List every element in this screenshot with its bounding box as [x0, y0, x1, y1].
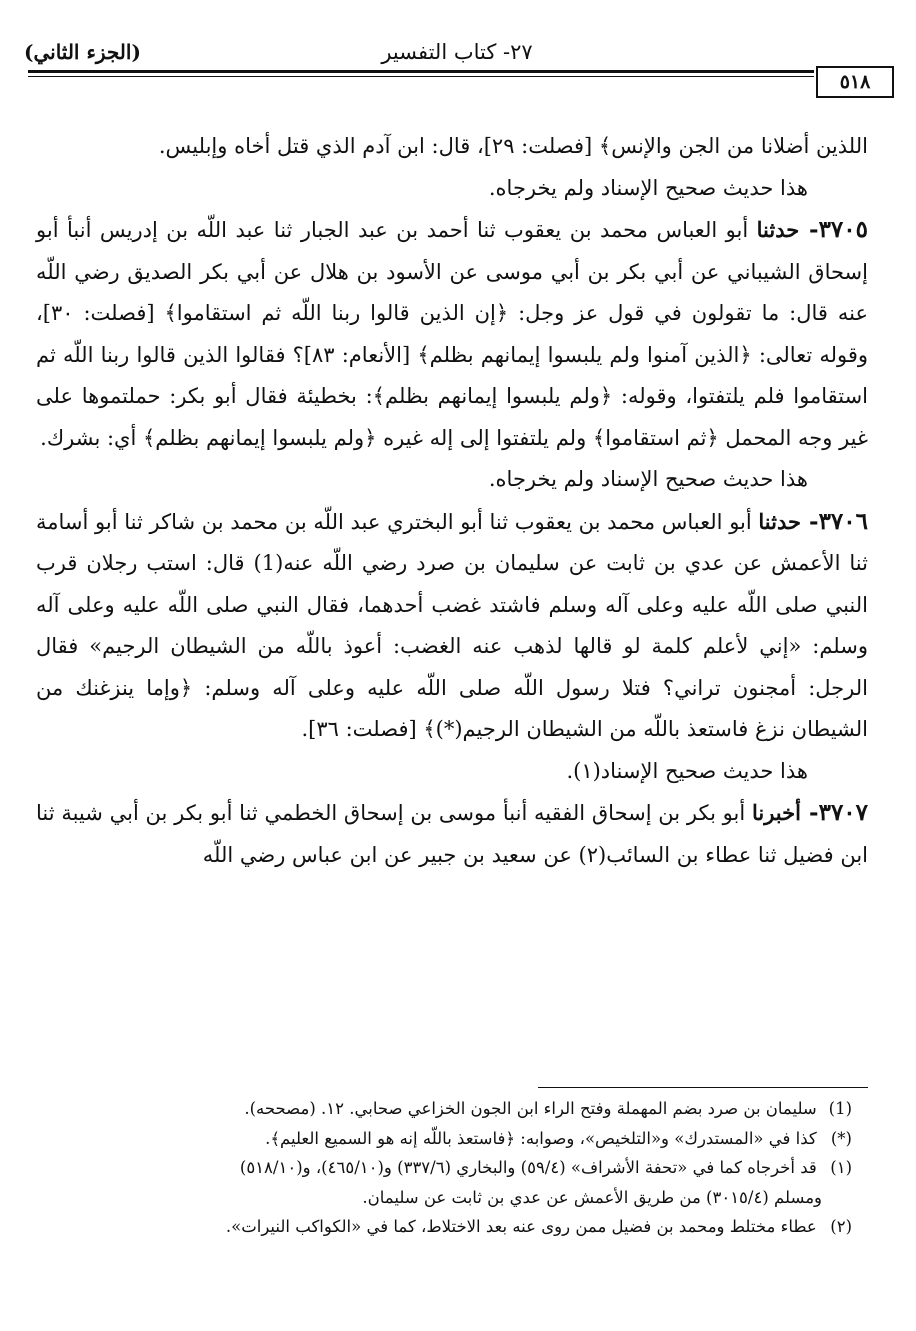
footnote-separator — [538, 1087, 868, 1088]
footnote-continuation — [36, 1183, 852, 1213]
header-rule — [28, 70, 814, 73]
hadith-grading: هذا حديث صحيح الإسناد(١). — [566, 758, 808, 783]
hadith-3705: ٣٧٠٥- حدثنا أبو العباس محمد بن يعقوب ثنا أحمد بن عبد الجبار ثنا عبد اللّه بن إدريس أنبأ أبو إسحاق الشيباني عن أبي بكر بن أبي موسى عن الأسود بن هلال عن أبي بكر الصديق رضي اللّه عنه قال: ما تقولون في قول عز وجل: ﴿إن الذين قالوا ربنا اللّه ثم استقاموا﴾ [فصلت: ٣٠]، وقوله تعالى: ﴿الذين آمنوا ولم يلبسوا إيمانهم بظلم﴾ [الأنعام: ٨٣]؟ فقالوا الذين قالوا ربنا اللّه ثم استقاموا فلم يلتفتوا، وقوله: ﴿ولم يلبسوا إيمانهم بظلم﴾: بخطيئة فقال أبو بكر: حملتموها على غير وجه المحمل ﴿ثم استقاموا﴾ ولم يلتفتوا إلى إله غيره ﴿ولم يلبسوا إيمانهم بظلم﴾ أي: بشرك. — [36, 216, 869, 450]
footnote-mark: (1) — [828, 1099, 852, 1118]
hadith-grading: هذا حديث صحيح الإسناد ولم يخرجاه. — [488, 175, 808, 200]
footnote-text: قد أخرجاه كما في «تحفة الأشراف» (٥٩/٤) والبخاري (٣٣٧/٦) و(٤٦٥/١٠)، و(٥١٨/١٠) — [239, 1158, 817, 1177]
footnote-text: كذا في «المستدرك» و«التلخيص»، وصوابه: ﴿فاستعذ باللّه إنه هو السميع العليم﴾. — [265, 1128, 817, 1148]
footnote — [36, 1094, 852, 1124]
hadith-verb: أخبرنا — [751, 800, 801, 825]
hadith-number: ٣٧٠٥ — [818, 216, 868, 243]
hadith-number: ٣٧٠٦ — [818, 507, 868, 535]
footnotes — [36, 1094, 852, 1242]
header-rule-thin — [28, 76, 814, 77]
hadith-3706: ٣٧٠٦- حدثنا أبو العباس محمد بن يعقوب ثنا أبو البختري عبد اللّه بن محمد بن شاكر ثنا أبو أسامة ثنا الأعمش عن عدي بن ثابت عن سليمان بن صرد رضي اللّه عنه(1) قال: استب رجلان قرب النبي صلى اللّه عليه وعلى آله وسلم فاشتد غضب أحدهما، فقال النبي صلى اللّه عليه وعلى آله وسلم: «إني لأعلم كلمة لو قالها لذهب عنه الغضب: أعوذ باللّه من الشيطان الرجيم» فقال الرجل: أمجنون تراني؟ فتلا رسول اللّه صلى اللّه عليه وعلى آله وسلم: ﴿وإما ينزغنك من الشيطان نزغ فاستعذ باللّه من الشيطان الرجيم(*)﴾ [فصلت: ٣٦]. — [36, 507, 868, 741]
hadith-grading: هذا حديث صحيح الإسناد ولم يخرجاه. — [488, 467, 808, 491]
running-header — [20, 36, 894, 93]
page-number: ٥١٨ — [816, 66, 894, 98]
footnote-text: عطاء مختلط ومحمد بن فضيل ممن روى عنه بعد الاختلاط، كما في «الكواكب النيرات». — [225, 1217, 817, 1236]
hadith-3707: ٣٧٠٧- أخبرنا أبو بكر بن إسحاق الفقيه أنبأ موسى بن إسحاق الخطمي ثنا أبو بكر بن أبي شيبة ثنا ابن فضيل ثنا عطاء بن السائب(٢) عن سعيد بن جبير عن ابن عباس رضي اللّه — [36, 799, 869, 867]
hadith-text: أبو بكر بن إسحاق الفقيه أنبأ موسى بن إسحاق الخطمي ثنا أبو بكر بن أبي شيبة ثنا ابن فضيل ثنا عطاء بن السائب(٢) عن سعيد بن جبير عن ابن عباس رضي اللّه — [36, 801, 868, 867]
footnote — [36, 1124, 852, 1154]
footnote-mark: (*) — [830, 1128, 852, 1148]
main-text — [36, 126, 868, 876]
hadith-verb: حدثنا — [758, 508, 801, 534]
hadith-verb: حدثنا — [756, 217, 800, 242]
footnote-mark: (٢) — [830, 1217, 852, 1236]
footnote — [36, 1212, 852, 1242]
paragraph: اللذين أضلانا من الجن والإنس﴾ [فصلت: ٢٩]، قال: ابن آدم الذي قتل أخاه وإبليس. — [158, 134, 868, 158]
chapter-title: ٢٧- كتاب التفسير — [381, 40, 533, 64]
footnote-text: ومسلم (٣٠١٥/٤) من طريق الأعمش عن عدي بن ثابت عن سليمان. — [362, 1187, 822, 1207]
hadith-text: أبو العباس محمد بن يعقوب ثنا أحمد بن عبد الجبار ثنا عبد اللّه بن إدريس أنبأ أبو إسحاق الشيباني عن أبي بكر بن أبي موسى عن الأسود بن هلال عن أبي بكر الصديق رضي اللّه عنه قال: ما تقولون في قول عز وجل: ﴿إن الذين قالوا ربنا اللّه ثم استقاموا﴾ [فصلت: ٣٠]، وقوله تعالى: ﴿الذين آمنوا ولم يلبسوا إيمانهم بظلم﴾ [الأنعام: ٨٣]؟ فقالوا الذين قالوا ربنا اللّه ثم استقاموا فلم يلتفتوا، وقوله: ﴿ولم يلبسوا إيمانهم بظلم﴾: بخطيئة فقال أبو بكر: حملتموها على غير وجه المحمل ﴿ثم استقاموا﴾ ولم يلتفتوا إلى إله غيره ﴿ولم يلبسوا إيمانهم بظلم﴾ أي: بشرك. — [36, 218, 869, 450]
hadith-number: ٣٧٠٧ — [818, 799, 869, 826]
footnote — [36, 1153, 852, 1183]
volume-label: (الجزء الثاني) — [24, 40, 141, 64]
footnote-text: سليمان بن صرد بضم المهملة وفتح الراء ابن الجون الخزاعي صحابي. ١٢. (مصححه). — [244, 1099, 817, 1118]
footnote-mark: (١) — [830, 1158, 852, 1177]
hadith-text: أبو العباس محمد بن يعقوب ثنا أبو البختري عبد اللّه بن محمد بن شاكر ثنا أبو أسامة ثنا الأعمش عن عدي بن ثابت عن سليمان بن صرد رضي اللّه عنه(1) قال: استب رجلان قرب النبي صلى اللّه عليه وعلى آله وسلم فاشتد غضب أحدهما، فقال النبي صلى اللّه عليه وعلى آله وسلم: «إني لأعلم كلمة لو قالها لذهب عنه الغضب: أعوذ باللّه من الشيطان الرجيم» فقال الرجل: أمجنون تراني؟ فتلا رسول اللّه صلى اللّه عليه وعلى آله وسلم: ﴿وإما ينزغنك من الشيطان نزغ فاستعذ باللّه من الشيطان الرجيم(*)﴾ [فصلت: ٣٦]. — [36, 509, 868, 741]
